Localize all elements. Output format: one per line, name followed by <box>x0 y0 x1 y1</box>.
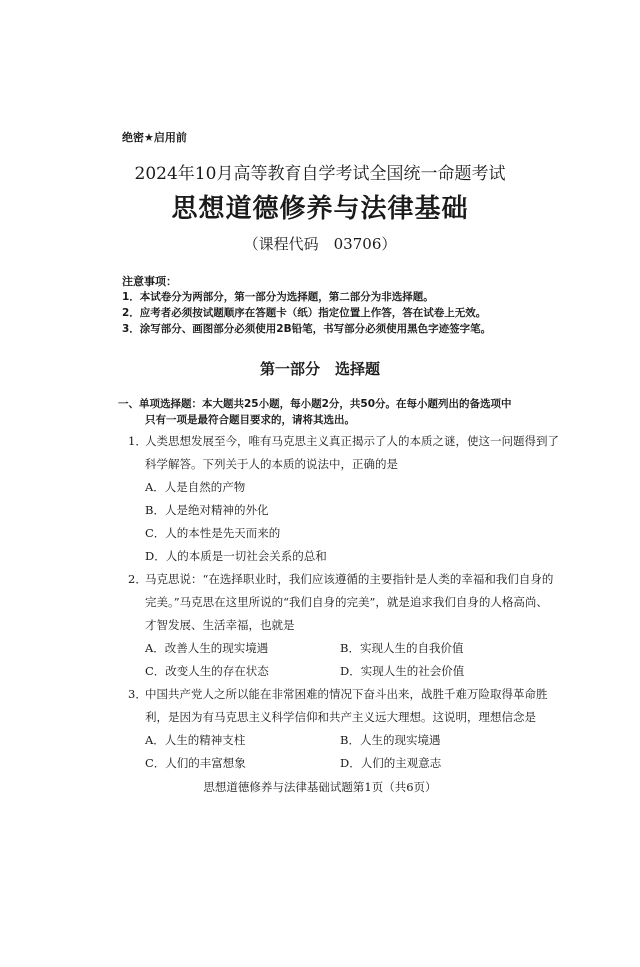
question-text: 利，是因为有马克思主义科学信仰和共产主义远大理想。这说明，理想信念是 <box>145 710 536 724</box>
notes-heading: 注意事项： <box>122 275 177 288</box>
option-b: B．人生的现实境遇 <box>340 733 441 747</box>
exam-title: 2024年10月高等教育自学考试全国统一命题考试 <box>134 164 506 184</box>
confidential-label: 绝密★启用前 <box>122 131 187 144</box>
question-number: 3． <box>128 687 147 701</box>
question-text: 马克思说：“在选择职业时，我们应该遵循的主要指针是人类的幸福和我们自身的 <box>145 572 554 586</box>
note-item: 1．本试卷分为两部分，第一部分为选择题，第二部分为非选择题。 <box>122 291 434 303</box>
option-c: C．改变人生的存在状态 <box>145 664 269 678</box>
section-instruction: 只有一项是最符合题目要求的，请将其选出。 <box>145 414 355 426</box>
option-a: A．人是自然的产物 <box>145 480 246 494</box>
question-text: 人类思想发展至今，唯有马克思主义真正揭示了人的本质之谜，使这一问题得到了 <box>145 434 559 448</box>
note-item: 3．涂写部分、画图部分必须使用2B铅笔，书写部分必须使用黑色字迹签字笔。 <box>122 323 492 335</box>
option-a: A．改善人生的现实境遇 <box>145 641 269 655</box>
option-b: B．实现人生的自我价值 <box>340 641 464 655</box>
subject-title: 思想道德修养与法律基础 <box>171 194 469 224</box>
question-text: 完美。”马克思在这里所说的“我们自身的完美”，就是追求我们自身的人格高尚、 <box>145 595 548 609</box>
note-item: 2．应考者必须按试题顺序在答题卡（纸）指定位置上作答，答在试卷上无效。 <box>122 307 487 319</box>
option-b: B．人是绝对精神的外化 <box>145 503 269 517</box>
question-text: 才智发展、生活幸福，也就是 <box>145 618 295 632</box>
question-text: 科学解答。下列关于人的本质的说法中，正确的是 <box>145 457 398 471</box>
section-instruction: 一、单项选择题：本大题共25小题，每小题2分，共50分。在每小题列出的备选项中 <box>118 398 512 410</box>
question-number: 2． <box>128 572 147 586</box>
option-d: D．人的本质是一切社会关系的总和 <box>145 549 327 563</box>
option-d: D．人们的主观意志 <box>340 756 442 770</box>
option-d: D．实现人生的社会价值 <box>340 664 465 678</box>
course-code: （课程代码 03706） <box>243 235 397 253</box>
part-title: 第一部分 选择题 <box>259 360 380 378</box>
option-c: C．人们的丰富想象 <box>145 756 246 770</box>
question-number: 1． <box>128 434 147 448</box>
option-c: C．人的本性是先天而来的 <box>145 526 281 540</box>
question-text: 中国共产党人之所以能在非常困难的情况下奋斗出来，战胜千难万险取得革命胜 <box>145 687 548 701</box>
option-a: A．人生的精神支柱 <box>145 733 246 747</box>
page-footer: 思想道德修养与法律基础试题第1页（共6页） <box>203 780 437 794</box>
